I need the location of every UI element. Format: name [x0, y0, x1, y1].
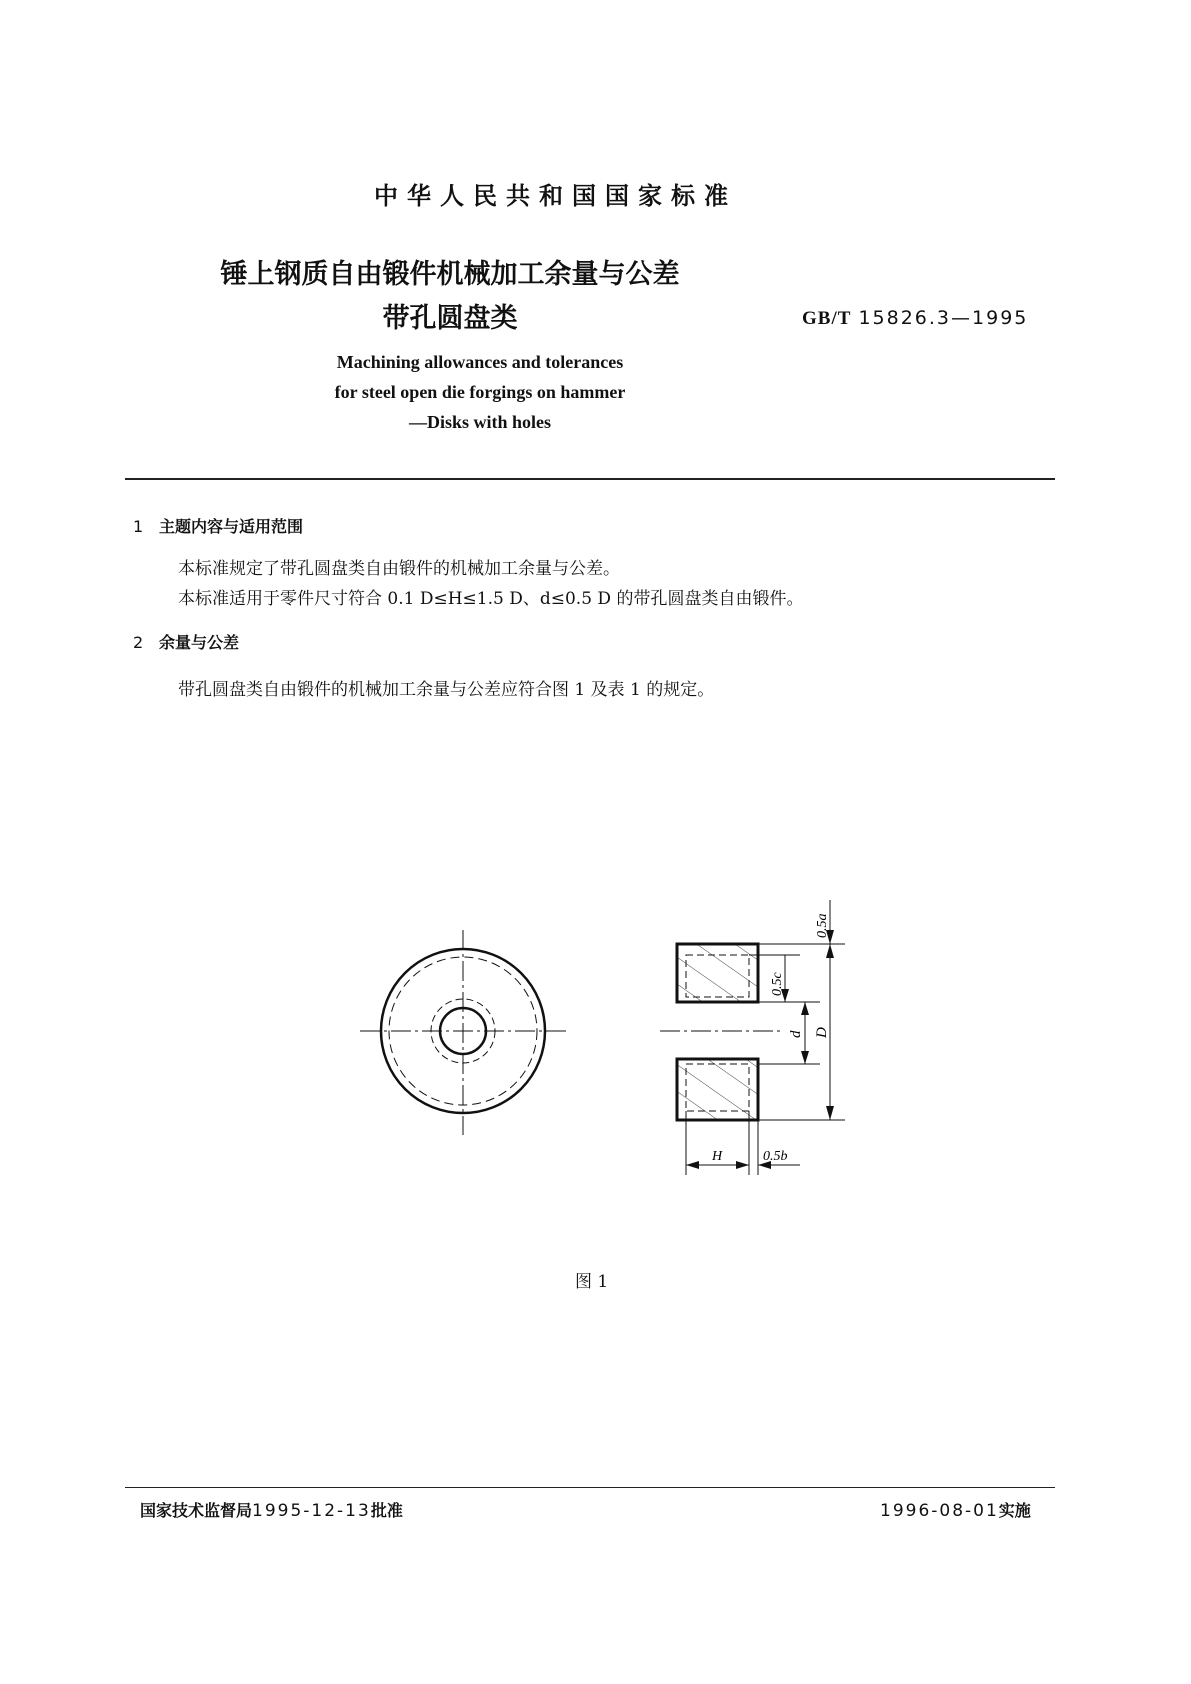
english-title-line1: Machining allowances and tolerances	[336, 352, 624, 372]
section-2-title: 余量与公差	[159, 633, 240, 652]
disk-top-view	[360, 930, 568, 1135]
section-2-number: 2	[133, 633, 144, 652]
national-standard-heading: 中华人民共和国国家标准	[374, 182, 737, 210]
figure-1-caption: 图 1	[575, 1272, 609, 1292]
upper-section-hatch	[677, 944, 758, 1002]
label-d: d	[788, 1030, 804, 1038]
english-title-line3: —Disks with holes	[408, 412, 552, 432]
arrow-H-right	[736, 1161, 749, 1169]
footer-effective	[880, 1498, 1031, 1521]
arrow-D-top	[826, 944, 834, 958]
disk-section-view	[660, 900, 845, 1175]
arrow-d-top	[801, 1002, 809, 1015]
section-2-paragraph-1: 带孔圆盘类自由锻件的机械加工余量与公差应符合图 1 及表 1 的规定。	[178, 680, 715, 700]
footer-approval	[140, 1498, 403, 1521]
label-half-b: 0.5b	[763, 1149, 788, 1164]
standard-number: 15826.3—1995	[858, 307, 1029, 329]
approval-date: 1995-12-13	[252, 1501, 371, 1521]
approval-org: 国家技术监督局	[140, 1501, 253, 1520]
label-H: H	[712, 1149, 723, 1164]
standard-prefix: GB/T	[802, 308, 852, 329]
footer-divider	[125, 1487, 1055, 1488]
english-title-line2: for steel open die forgings on hammer	[334, 382, 626, 402]
section-1-title: 主题内容与适用范围	[159, 517, 304, 536]
section-1-paragraph-1: 本标准规定了带孔圆盘类自由锻件的机械加工余量与公差。	[178, 559, 620, 579]
label-half-a: 0.5a	[815, 913, 830, 938]
arrow-D-bottom	[826, 1106, 834, 1120]
document-title-line2: 带孔圆盘类	[382, 303, 518, 334]
approval-label: 批准	[370, 1501, 403, 1520]
effective-label: 实施	[998, 1501, 1031, 1520]
effective-date: 1996-08-01	[880, 1501, 999, 1521]
document-title-line1: 锤上钢质自由锻件机械加工余量与公差	[220, 259, 680, 290]
section-1-paragraph-2: 本标准适用于零件尺寸符合 0.1 D≤H≤1.5 D、d≤0.5 D 的带孔圆盘类自由锻件。	[178, 589, 804, 609]
section-1-number: 1	[133, 517, 144, 536]
arrow-d-bottom	[801, 1051, 809, 1064]
label-half-c: 0.5c	[770, 972, 785, 996]
arrow-H-left	[686, 1161, 699, 1169]
label-D: D	[814, 1027, 830, 1038]
